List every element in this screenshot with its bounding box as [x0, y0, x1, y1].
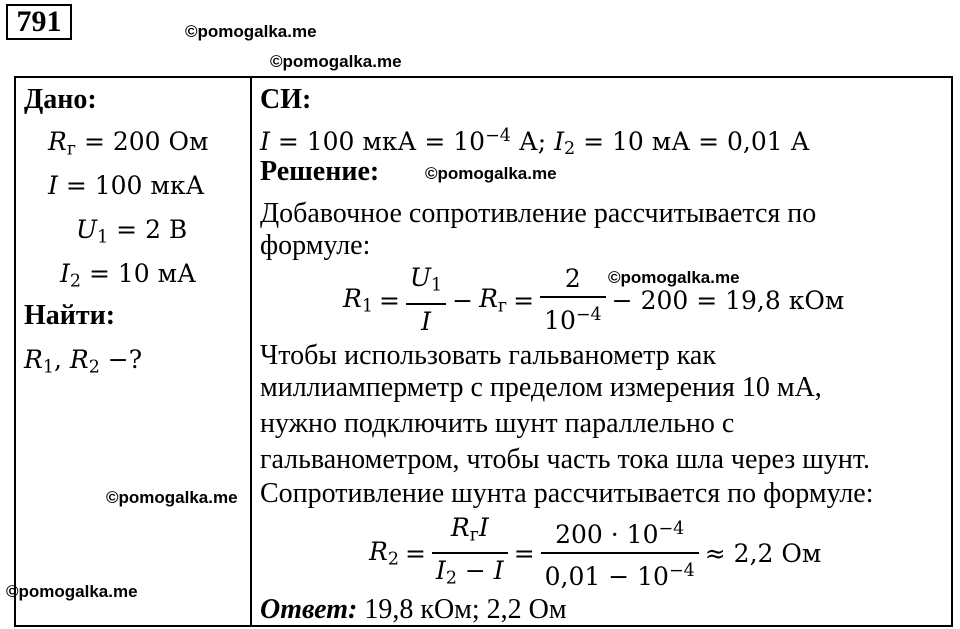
si-line-c: = 10 мА = 0,01 А	[583, 126, 810, 156]
given-i2: $I_2 = 10$ мА	[60, 259, 197, 292]
para1-line1: Добавочное сопротивление рассчитывается по	[260, 198, 817, 229]
solution-header: Решение:	[260, 156, 380, 187]
answer-line	[260, 594, 567, 626]
para2-line4: гальванометром, чтобы часть тока шла через шунт.	[260, 444, 870, 475]
para3-line1: Сопротивление шунта рассчитывается по формуле:	[260, 478, 874, 509]
si-line-b: А;	[518, 126, 547, 156]
watermark: ©pomogalka.me	[270, 52, 402, 71]
given-rg: $R_г = 200$ Ом	[48, 127, 209, 160]
given-i-value: 100 мкА	[94, 171, 205, 200]
given-rg-value: 200 Ом	[112, 127, 209, 156]
equation-r1: $R_1$ = $\frac{U_1}{I}$ − $R_г$ = $\frac{2}{10^{-4}}$ − 200 = 19,8 кОм	[343, 263, 845, 336]
para2-line2: миллиамперметр с пределом измерения 10 мА,	[260, 372, 822, 403]
para2-line3: нужно подключить шунт параллельно с	[260, 408, 735, 439]
si-conversion: I = 100 мкА = $10^{-4}$ А; $I_2 = 10$ мА = 0,01 А	[260, 126, 810, 160]
watermark: ©pomogalka.me	[185, 22, 317, 41]
eq1-result: − 200 = 19,8 кОм	[611, 285, 845, 315]
find-header: Найти:	[24, 300, 116, 331]
watermark: ©pomogalka.me	[608, 268, 740, 287]
given-header: Дано:	[24, 84, 97, 115]
si-header: СИ:	[260, 84, 312, 115]
eq2-result: ≈ 2,2 Ом	[704, 538, 822, 568]
given-u1-value: 2 В	[145, 215, 188, 244]
watermark: ©pomogalka.me	[106, 488, 238, 507]
para1-line2: формуле:	[260, 230, 371, 261]
answer-label: Ответ:	[260, 594, 358, 625]
given-i: I = 100 мкА	[48, 171, 205, 200]
watermark: ©pomogalka.me	[6, 582, 138, 601]
watermark: ©pomogalka.me	[425, 164, 557, 183]
problem-number: 791	[6, 4, 72, 40]
para2-line1: Чтобы использовать гальванометр как	[260, 340, 716, 371]
si-exp-a: −4	[485, 126, 511, 146]
answer-value: 19,8 кОм; 2,2 Ом	[364, 594, 567, 625]
equation-r2: $R_2$ = $\frac{R_гI}{I_2 - I}$ = $\frac{200 \cdot 10^{-4}}{0,01 - 10^{-4}}$ ≈ 2,2 Ом	[369, 512, 822, 591]
column-divider	[250, 76, 252, 627]
find-tail: −?	[107, 345, 143, 374]
si-line-a: 100 мкА = 10	[306, 126, 486, 156]
find-unknowns: $R_1$, $R_2$ −?	[24, 345, 143, 378]
given-u1: $U_1 = 2$ В	[76, 215, 188, 248]
given-i2-value: 10 мА	[117, 259, 197, 288]
